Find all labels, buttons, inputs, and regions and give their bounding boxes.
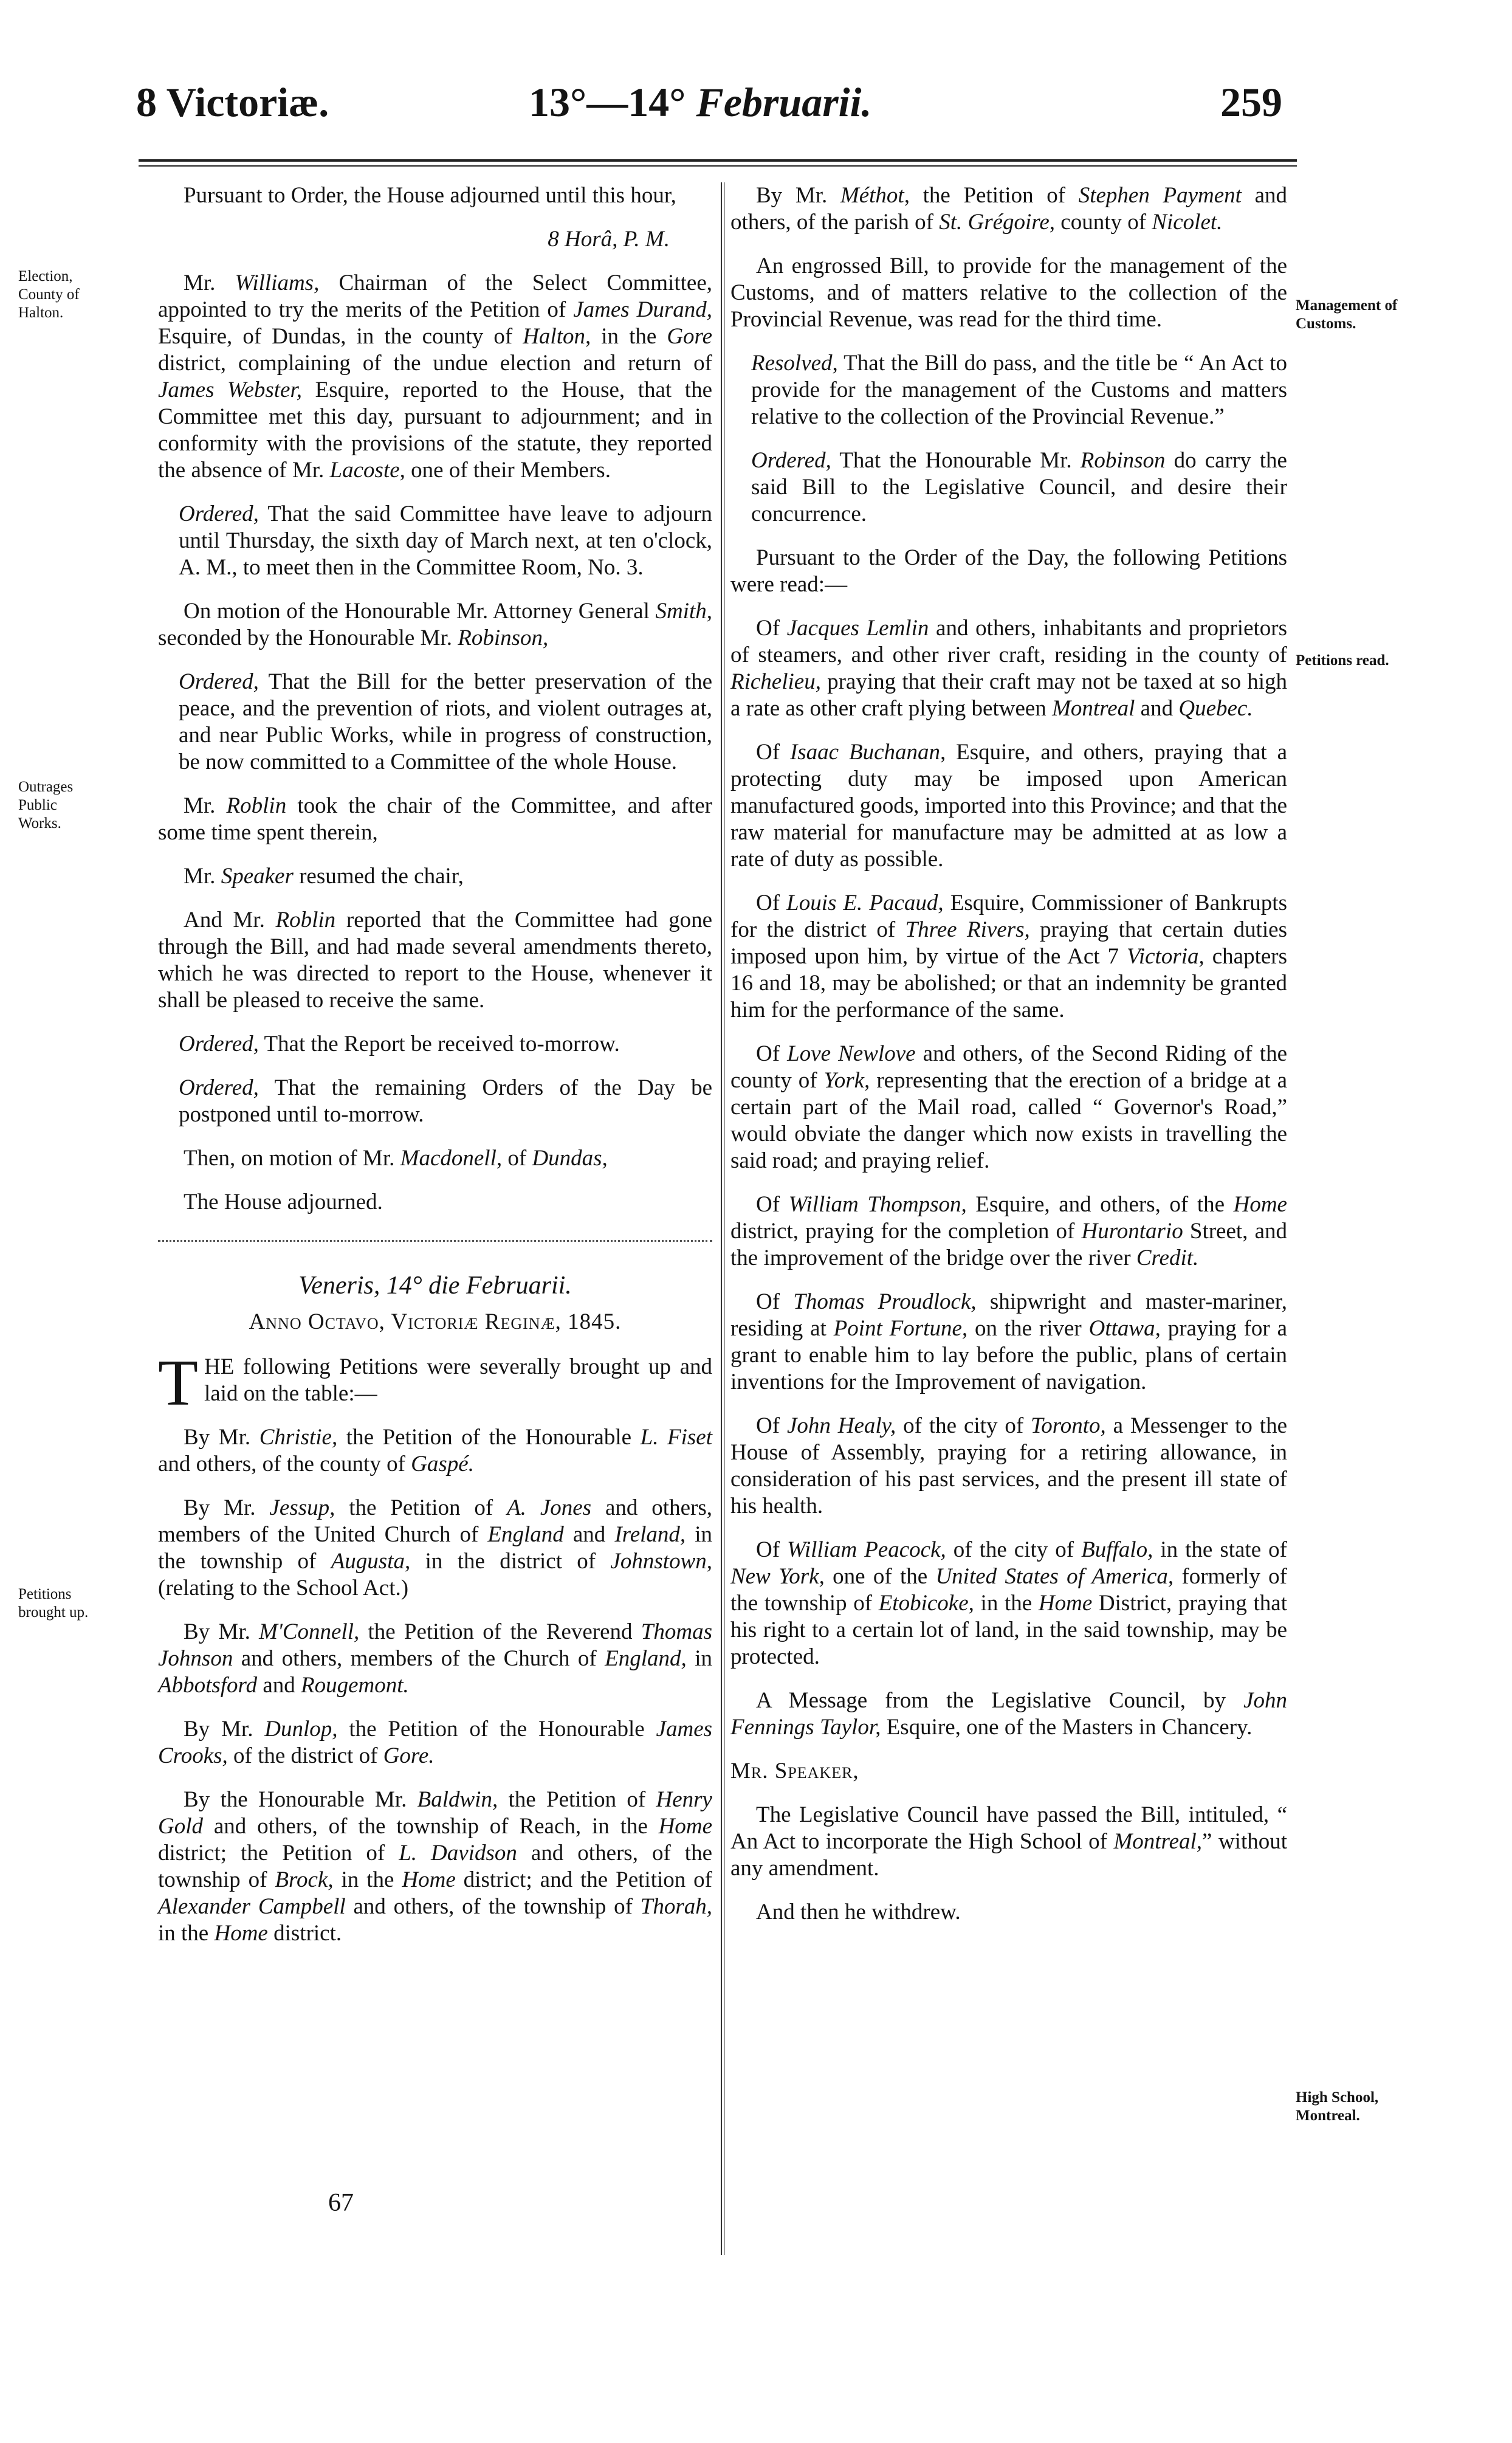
margin-note-management-customs: Management of Customs.	[1296, 297, 1398, 332]
paragraph-motion: On motion of the Honourable Mr. Attorney General Smith, seconded by the Honourable Mr. Robinson,	[158, 599, 712, 650]
petition-pacaud: Of Louis E. Pacaud, Esquire, Commissioner of Bankrupts for the district of Three Rivers, praying that certain duties imposed upon him, by virtue of the Act 7 Victoria, chapters 16 and 18, may be abolished; or that an indemnity be granted him for the performance of the same.	[730, 891, 1287, 1022]
paragraph: Pursuant to Order, the House adjourned until this hour,	[184, 183, 676, 208]
resolved-bill-pass: Resolved, That the Bill do pass, and the title be “ An Act to provide for the management of the Customs and matters relative to the collection of the Provincial Revenue.”	[751, 351, 1287, 429]
header-month: Februarii.	[696, 79, 872, 125]
margin-note-high-school: High School, Montreal.	[1296, 2089, 1379, 2124]
drop-cap: T	[158, 1347, 198, 1419]
paragraph-motion-adjourn: Then, on motion of Mr. Macdonell, of Dundas,	[184, 1146, 608, 1171]
paragraph-message: A Message from the Legislative Council, by John Fennings Taylor, Esquire, one of the Masters in Chancery.	[730, 1688, 1287, 1740]
right-column	[730, 182, 1287, 2273]
petition-baldwin: By the Honourable Mr. Baldwin, the Petition of Henry Gold and others, of the township of Reach, in the Home district; the Petition of L. Davidson and others, of the township of Brock, in the Home district; and the Petition of Alexander Campbell and others, of the township of Thorah, in the Home district.	[158, 1787, 713, 1946]
paragraph-speaker: Mr. Speaker resumed the chair,	[184, 864, 464, 889]
petition-healy: Of John Healy, of the city of Toronto, a Messenger to the House of Assembly, praying for a retiring allowance, in consideration of his past services, and the present ill state of his health.	[730, 1413, 1287, 1518]
day-heading: Veneris, 14° die Februarii.	[298, 1272, 572, 1300]
margin-note-outrages: Outrages Public Works.	[18, 779, 74, 832]
order-report-tomorrow: Ordered, That the Report be received to-morrow.	[179, 1032, 620, 1056]
regnal-year-line: Anno Octavo, Victoriæ Reginæ, 1845.	[249, 1309, 622, 1334]
paragraph-petitions-read: Pursuant to the Order of the Day, the following Petitions were read:—	[730, 545, 1287, 597]
paragraph-adjourned: The House adjourned.	[184, 1190, 383, 1215]
margin-note-petitions-brought: Petitions brought up.	[18, 1586, 89, 1621]
order-postpone: Ordered, That the remaining Orders of the Day be postponed until to-morrow.	[179, 1075, 712, 1127]
time-line: 8 Horâ, P. M.	[548, 227, 670, 252]
petition-thompson: Of William Thompson, Esquire, and others, of the Home district, praying for the completion of Hurontario Street, and the improvement of the bridge over the river Credit.	[730, 1192, 1287, 1270]
petition-christie: By Mr. Christie, the Petition of the Honourable L. Fiset and others, of the county of Gaspé.	[158, 1425, 712, 1476]
order-carry-bill: Ordered, That the Honourable Mr. Robinson do carry the said Bill to the Legislative Council, and desire their concurrence.	[751, 448, 1287, 526]
margin-note-election: Election, County of Halton.	[18, 268, 80, 321]
header-rule-thin	[139, 165, 1297, 167]
petition-buchanan: Of Isaac Buchanan, Esquire, and others, praying that a protecting duty may be imposed upon American manufactured goods, imported into this Province; and that the raw material for manufacture may be admitted at as low a rate of duty as possible.	[730, 740, 1288, 872]
header-regnal-year: 8 Victoriæ.	[136, 79, 329, 125]
petition-peacock: Of William Peacock, of the city of Buffalo, in the state of New York, one of the United States of America, formerly of the township of Etobicoke, in the Home District, praying that his right to a certain lot of land, in the said township, may be protected.	[730, 1537, 1288, 1669]
paragraph-report: And Mr. Roblin reported that the Committee had gone through the Bill, and had made several amendments thereto, which he was directed to report to the House, whenever it shall be pleased to receive the same.	[158, 908, 712, 1013]
left-column	[158, 182, 712, 2273]
paragraph-customs-bill: An engrossed Bill, to provide for the management of the Customs, and of matters relative to the collection of the Provincial Revenue, was read for the third time.	[730, 253, 1287, 332]
petition-methot: By Mr. Méthot, the Petition of Stephen Payment and others, of the parish of St. Grégoire, county of Nicolet.	[730, 183, 1287, 235]
paragraph-chair: Mr. Roblin took the chair of the Committee, and after some time spent therein,	[158, 793, 712, 845]
speaker-address: Mr. Speaker,	[730, 1759, 859, 1783]
petition-lemlin: Of Jacques Lemlin and others, inhabitants and proprietors of steamers, and other river craft, residing in the county of Richelieu, praying that their craft may not be taxed at so high a rate as other craft plying between Montreal and Quebec.	[730, 616, 1288, 721]
signature-folio: 67	[328, 2189, 354, 2217]
running-header	[0, 72, 1512, 133]
paragraph-high-school-bill: The Legislative Council have passed the Bill, intituled, “ An Act to incorporate the High School of Montreal,” without any amendment.	[730, 1802, 1288, 1881]
margin-note-petitions-read: Petitions read.	[1296, 652, 1389, 669]
paragraph-election-report: Mr. Williams, Chairman of the Select Committee, appointed to try the merits of the Petition of James Durand, Esquire, of Dundas, in the county of Halton, in the Gore district, complaining of the undue election and return of James Webster, Esquire, reported to the House, that the Committee met this day, pursuant to adjournment; and in conformity with the provisions of the statute, they reported the absence of Mr. Lacoste, one of their Members.	[158, 270, 712, 483]
petition-dunlop: By Mr. Dunlop, the Petition of the Honourable James Crooks, of the district of Gore.	[158, 1717, 713, 1768]
petition-mcconnell: By Mr. M'Connell, the Petition of the Reverend Thomas Johnson and others, members of the Church of England, in Abbotsford and Rougemont.	[158, 1619, 712, 1698]
column-separator	[721, 182, 722, 2255]
petition-newlove: Of Love Newlove and others, of the Second Riding of the county of York, representing that the erection of a bridge at a certain part of the Mail road, called “ Governor's Road,” would obviate the danger which now exists in travelling the said road; and praying relief.	[730, 1041, 1287, 1173]
header-rule-thick	[139, 159, 1297, 162]
header-date: 13°—14° Februarii.	[529, 79, 872, 125]
column-separator-inner	[724, 182, 725, 2255]
order-adjourn-committee: Ordered, That the said Committee have leave to adjourn until Thursday, the sixth day of March next, at ten o'clock, A. M., to meet then in the Committee Room, No. 3.	[179, 501, 712, 580]
paragraph-petitions-intro: THE following Petitions were severally brought up and laid on the table:—	[158, 1347, 712, 1419]
page-number: 259	[1220, 79, 1282, 125]
petition-proudlock: Of Thomas Proudlock, shipwright and master-mariner, residing at Point Fortune, on the river Ottawa, praying for a grant to enable him to lay before the public, plans of certain inventions for the Improvement of navigation.	[730, 1289, 1288, 1394]
section-divider	[158, 1240, 712, 1242]
paragraph-withdrew: And then he withdrew.	[756, 1900, 961, 1924]
petition-jessup: By Mr. Jessup, the Petition of A. Jones and others, members of the United Church of England and Ireland, in the township of Augusta, in the district of Johnstown, (relating to the School Act.)	[158, 1495, 712, 1601]
order-public-works-bill: Ordered, That the Bill for the better preservation of the peace, and the prevention of riots, and violent outrages at, and near Public Works, while in progress of construction, be now committed to a Committee of the whole House.	[179, 669, 712, 774]
